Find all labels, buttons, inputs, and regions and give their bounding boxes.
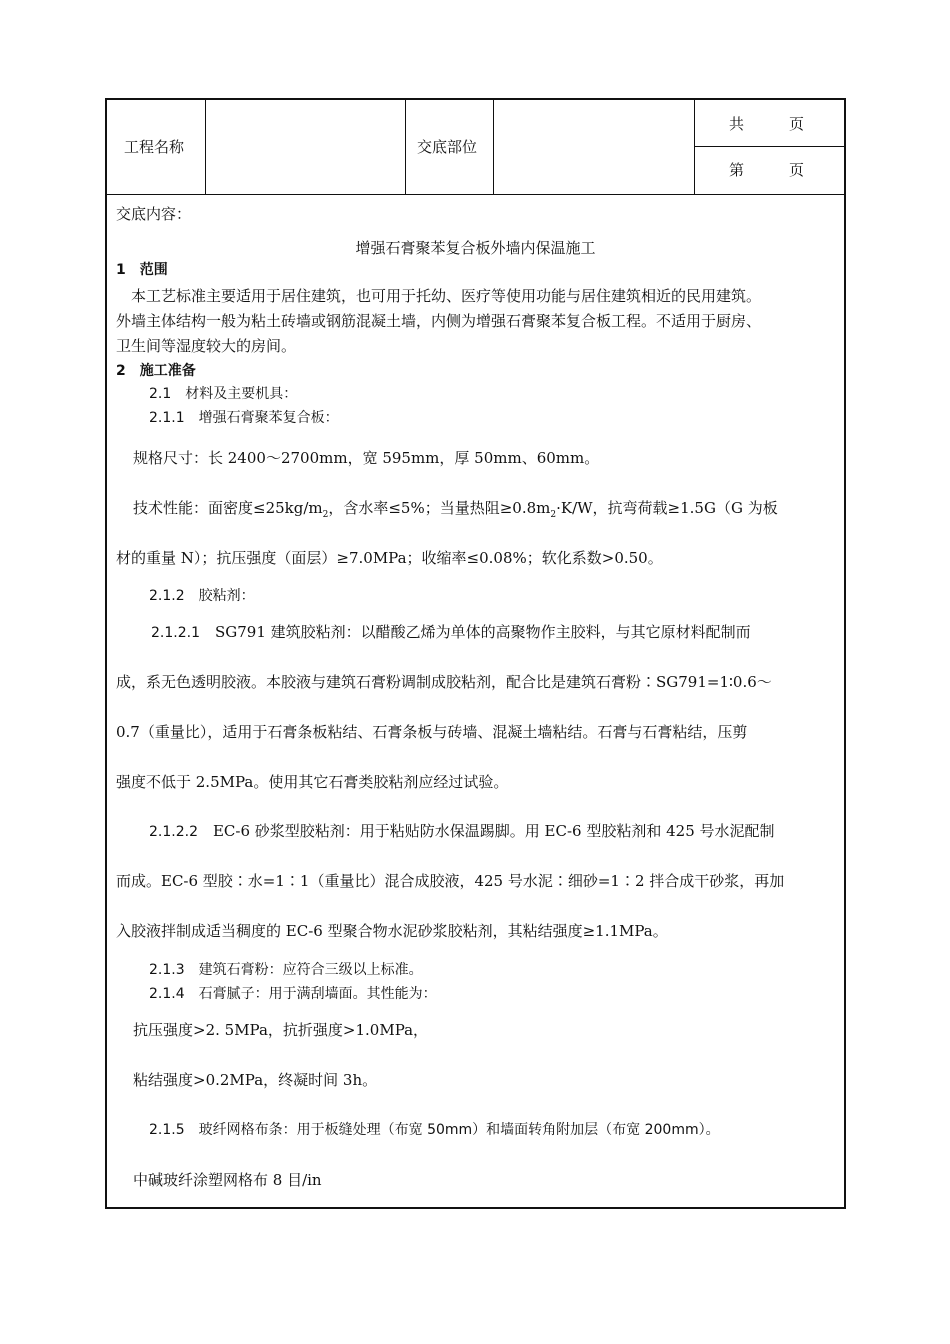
subsection-heading: 2.1.2 胶粘剂： — [149, 588, 255, 604]
subsection-heading: 2.1 材料及主要机具： — [149, 386, 298, 402]
paragraph-line: 本工艺标准主要适用于居住建筑，也可用于托幼、医疗等使用功能与居住建筑相近的民用建筑。 — [131, 287, 762, 305]
paragraph-line: 中碱玻纤涂塑网格布 8 目/in — [133, 1171, 322, 1189]
paragraph-line: 外墙主体结构一般为粘土砖墙或钢筋混凝土墙，内侧为增强石膏聚苯复合板工程。不适用于厨房、 — [116, 312, 762, 330]
subsection-heading: 2.1.1 增强石膏聚苯复合板： — [149, 410, 339, 426]
subsection-heading: 2.1.4 石膏腻子：用于满刮墙面。其性能为： — [149, 986, 437, 1002]
header-divider — [205, 100, 206, 194]
item-text: EC-6 砂浆型胶粘剂：用于粘贴防水保温踢脚。用 EC-6 型胶粘剂和 425 号水泥配制 — [197, 822, 775, 840]
paragraph-line: 卫生间等湿度较大的房间。 — [116, 337, 297, 355]
paragraph-line: 成，系无色透明胶液。本胶液与建筑石膏粉调制成胶粘剂，配合比是建筑石膏粉∶SG791=1∶0.6～ — [116, 673, 772, 691]
total-pages-label: 共 页 — [729, 115, 805, 133]
tech-text: ，含水率≤5%；当量热阻≥0.8m — [328, 499, 551, 517]
subsection-heading: 2.1.5 玻纤网格布条：用于板缝处理（布宽 50mm）和墙面转角附加层（布宽 200mm）。 — [149, 1122, 720, 1138]
content-intro: 交底内容： — [116, 205, 192, 223]
paragraph-line: 入胶液拌制成适当稠度的 EC-6 型聚合物水泥砂浆胶粘剂，其粘结强度≥1.1MPa。 — [116, 922, 668, 940]
paragraph-line: 而成。EC-6 型胶∶水=1∶1（重量比）混合成胶液，425 号水泥∶细砂=1∶2 拌合成干砂浆，再加 — [116, 872, 785, 890]
paragraph-line: 强度不低于 2.5MPa。使用其它石膏类胶粘剂应经过试验。 — [116, 773, 509, 791]
paragraph-line — [149, 821, 775, 842]
tech-subscript: 2 — [322, 510, 329, 520]
paragraph-line: 材的重量 N）；抗压强度（面层）≥7.0MPa；收缩率≤0.08%；软化系数>0.50。 — [116, 549, 663, 567]
header-divider — [694, 100, 695, 194]
header-divider — [405, 100, 406, 194]
section-heading: 2 施工准备 — [116, 363, 196, 379]
item-number: 2.1.2.2 — [149, 824, 198, 840]
tech-performance-line — [133, 498, 778, 525]
disclosure-form — [105, 98, 846, 1209]
tech-text: 技术性能：面密度≤25kg/m — [133, 499, 323, 517]
project-name-label: 工程名称 — [124, 138, 185, 156]
paragraph-line: 0.7（重量比），适用于石膏条板粘结、石膏条板与砖墙、混凝土墙粘结。石膏与石膏粘结，压剪 — [116, 723, 748, 741]
paragraph-line: 粘结强度>0.2MPa，终凝时间 3h。 — [133, 1071, 378, 1089]
form-header — [107, 100, 844, 195]
item-number: 2.1.2.1 — [151, 625, 200, 641]
item-text: SG791 建筑胶粘剂：以醋酸乙烯为单体的高聚物作主胶料，与其它原材料配制而 — [199, 623, 751, 641]
tech-text: ·K/W，抗弯荷载≥1.5G（G 为板 — [556, 499, 778, 517]
location-label: 交底部位 — [417, 138, 478, 156]
header-divider — [694, 146, 844, 147]
paragraph-line: 抗压强度>2. 5MPa，抗折强度>1.0MPa， — [133, 1021, 429, 1039]
page-number-label: 第 页 — [729, 161, 805, 179]
subsection-heading: 2.1.3 建筑石膏粉：应符合三级以上标准。 — [149, 962, 423, 978]
section-heading: 1 范围 — [116, 262, 168, 278]
document-title: 增强石膏聚苯复合板外墙内保温施工 — [355, 239, 596, 257]
disclosure-content — [107, 194, 844, 1209]
tech-subscript: 2 — [550, 510, 557, 520]
paragraph-line — [151, 622, 751, 643]
header-divider — [493, 100, 494, 194]
spec-line: 规格尺寸：长 2400～2700mm，宽 595mm，厚 50mm、60mm。 — [133, 449, 600, 467]
